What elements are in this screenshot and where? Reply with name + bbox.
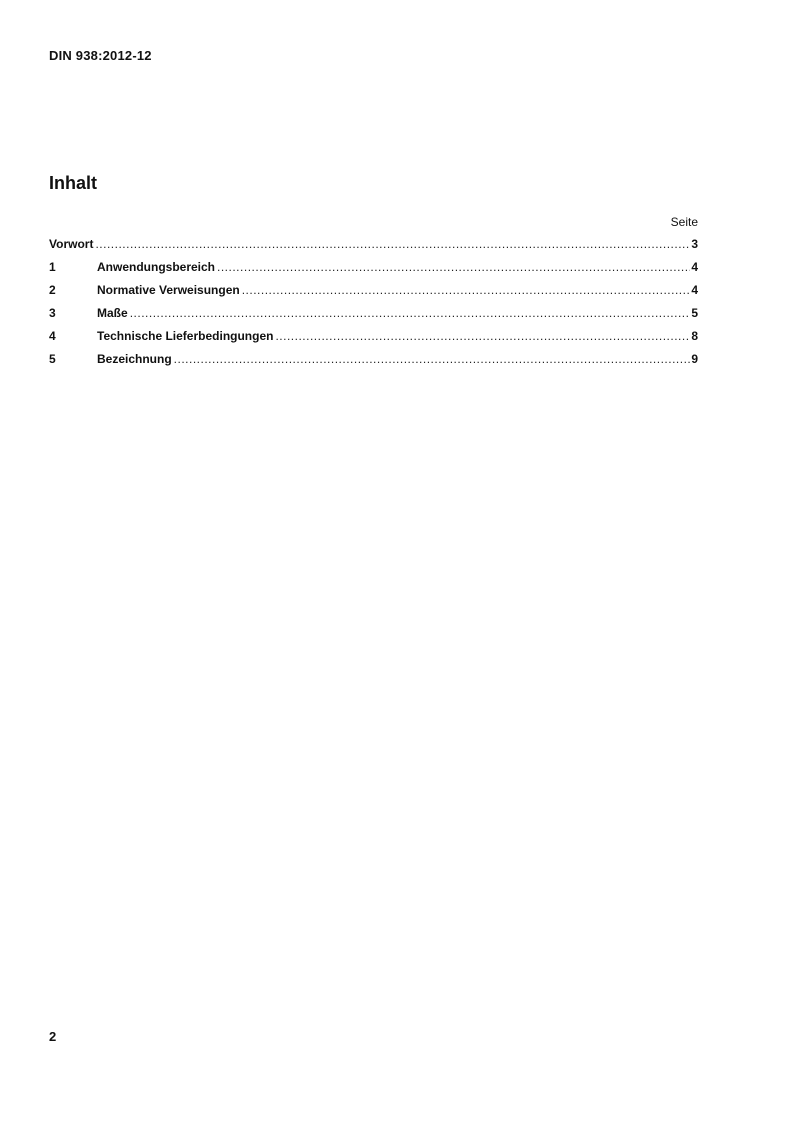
toc-leader-dots xyxy=(130,306,691,320)
toc-title: Inhalt xyxy=(49,173,97,193)
page-number: 2 xyxy=(49,1029,57,1044)
toc-entry-page: 4 xyxy=(691,260,698,274)
toc-leader-dots xyxy=(95,237,690,251)
toc-entry-1[interactable] xyxy=(49,260,698,283)
toc-leader-dots xyxy=(174,352,691,366)
toc-entry-title: Technische Lieferbedingungen xyxy=(97,329,274,343)
toc-entry-title: Maße xyxy=(97,306,128,320)
toc-leader-dots xyxy=(275,329,690,343)
toc-entry-page: 8 xyxy=(691,329,698,343)
toc-entry-vorwort[interactable] xyxy=(49,237,698,260)
toc-entry-page: 3 xyxy=(691,237,698,251)
toc-entry-page: 9 xyxy=(691,352,698,366)
toc-entry-title: Anwendungsbereich xyxy=(97,260,216,274)
toc-entry-title: Vorwort xyxy=(49,237,94,251)
toc-entry-number: 2 xyxy=(49,283,56,297)
page-column-label: Seite xyxy=(670,215,698,229)
toc-entry-3[interactable] xyxy=(49,306,698,329)
toc-entry-title: Normative Verweisungen xyxy=(97,283,240,297)
document-id: DIN 938:2012-12 xyxy=(49,48,152,63)
toc-entry-number: 4 xyxy=(49,329,56,343)
toc-entry-5[interactable] xyxy=(49,352,698,375)
toc-entry-page: 5 xyxy=(691,306,698,320)
toc-entry-title: Bezeichnung xyxy=(97,352,172,366)
toc-leader-dots xyxy=(242,283,691,297)
toc-entry-2[interactable] xyxy=(49,283,698,306)
toc-entry-number: 1 xyxy=(49,260,56,274)
toc-leader-dots xyxy=(217,260,690,274)
toc-entry-page: 4 xyxy=(691,283,698,297)
toc-entry-4[interactable] xyxy=(49,329,698,352)
toc-entry-number: 5 xyxy=(49,352,56,366)
toc-entry-number: 3 xyxy=(49,306,56,320)
table-of-contents xyxy=(49,237,698,375)
